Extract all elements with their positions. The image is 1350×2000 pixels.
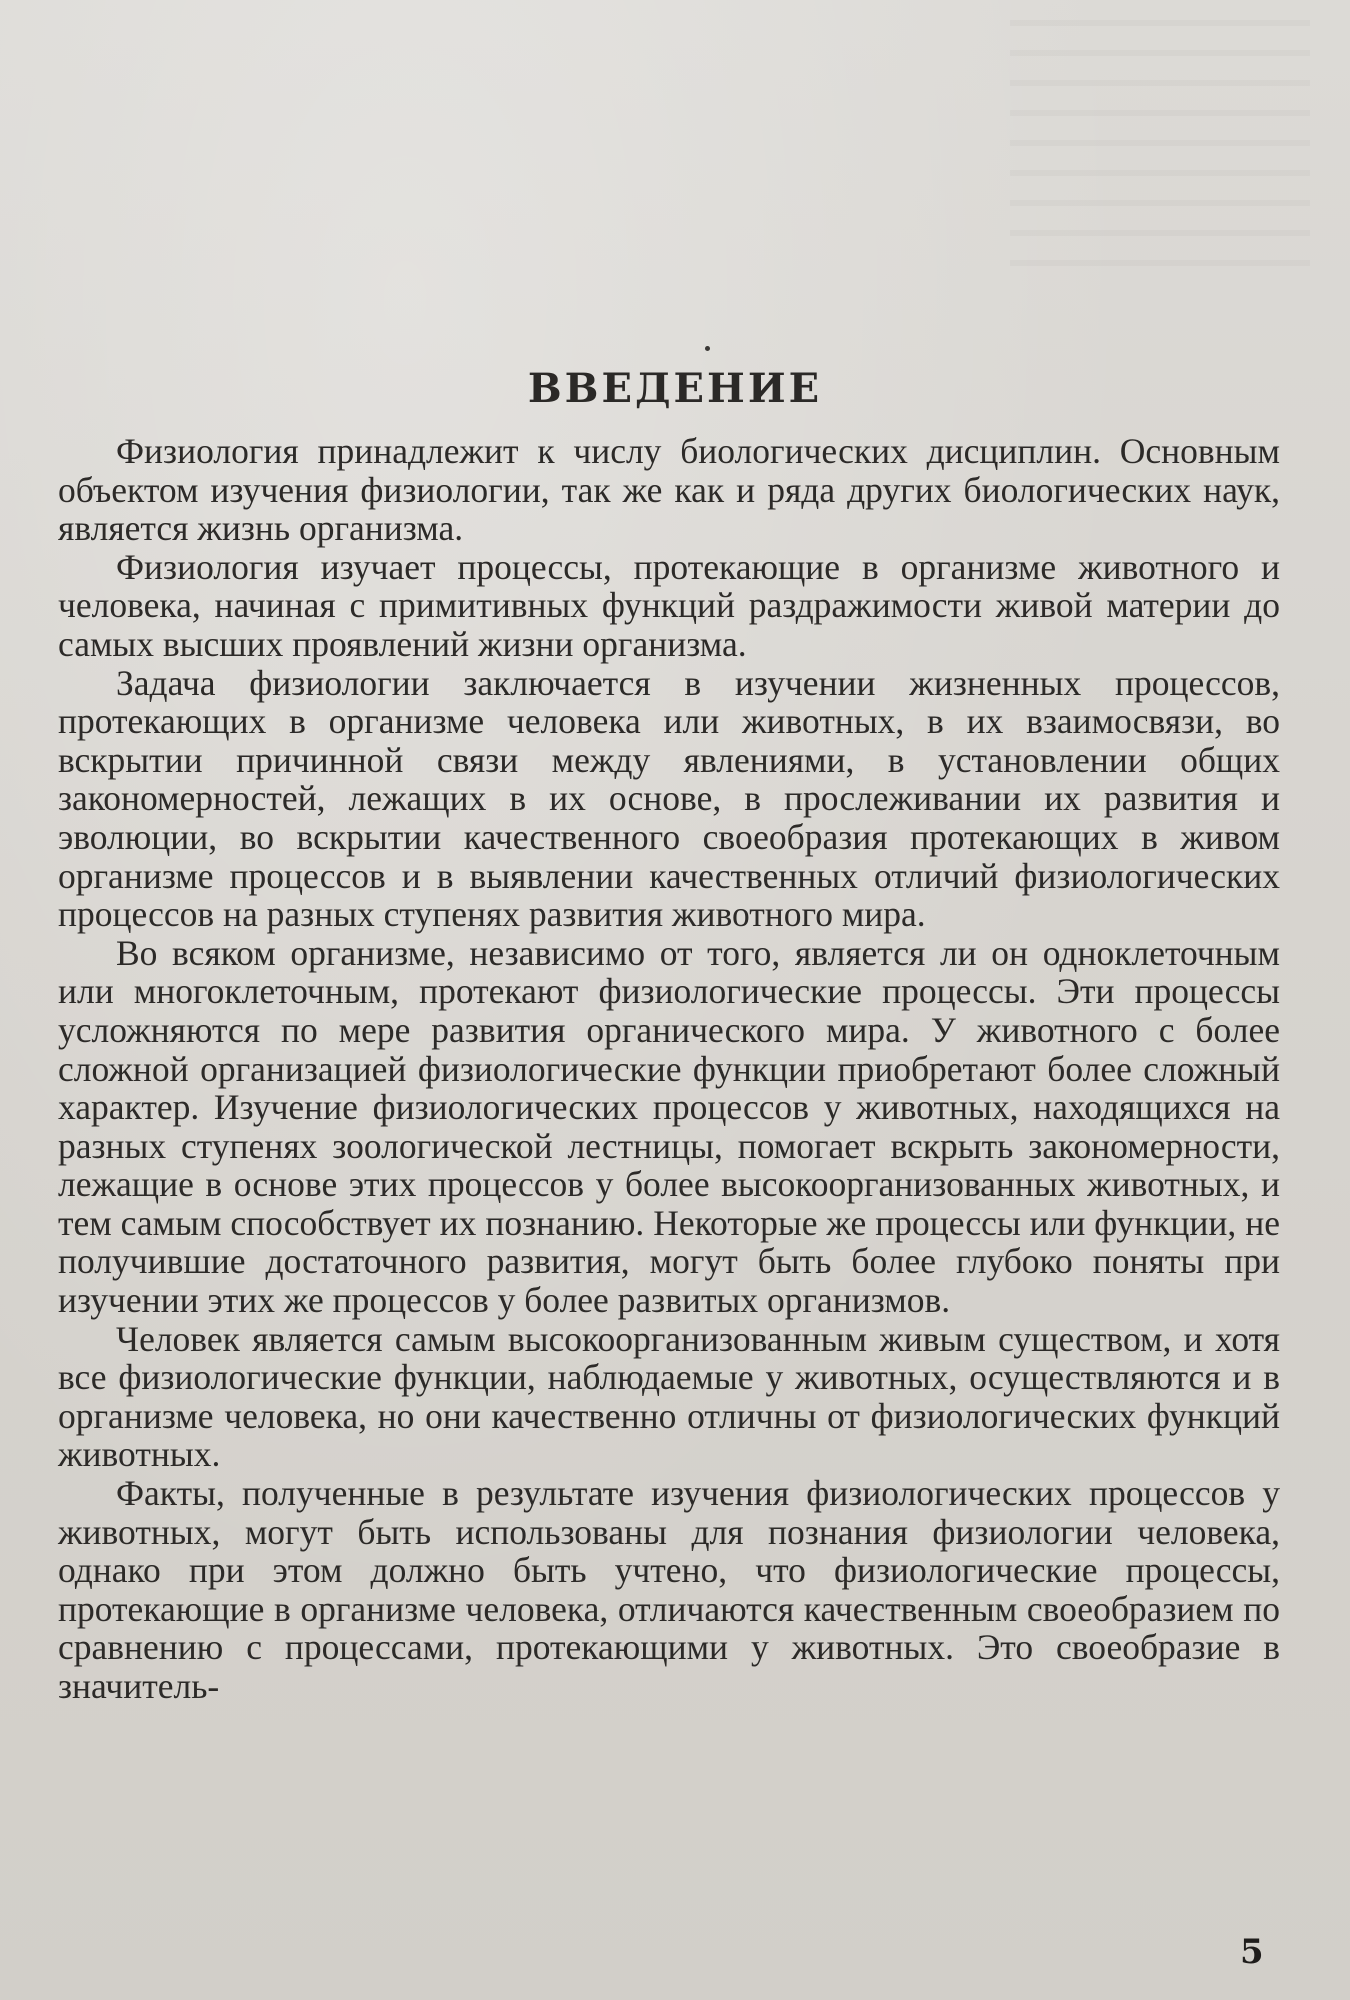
paragraph: Во всяком организме, независимо от того, является ли он одноклеточным или многоклеточным, протекают физиологические процессы. Эти процессы усложняются по мере развития органического мира. У животного с более сложной организацией физиологические функции приобретают более сложный характер. Изучение физиологических процессов у животных, находящихся на разных ступенях зоологической лестницы, помогает вскрыть закономерности, лежащие в основе этих процессов у более высокоорганизованных животных, и тем самым способствует их познанию. Некоторые же процессы или функции, не получившие достаточного развития, могут быть более глубоко поняты при изучении этих же процессов у более развитых организмов.: [58, 932, 1280, 1321]
print-speck: [705, 346, 710, 351]
paragraph: Физиология принадлежит к числу биологических дисциплин. Основным объектом изучения физиологии, так же как и ряда других биологических наук, является жизнь организма.: [58, 431, 1280, 549]
page-number: 5: [1240, 1932, 1264, 1972]
paragraph: Физиология изучает процессы, протекающие в организме животного и человека, начиная с примитивных функций раздражимости живой материи до самых высших проявлений жизни организма.: [58, 546, 1280, 664]
bleed-through-shadow: [1010, 20, 1310, 270]
paragraph: Человек является самым высокоорганизованным живым существом, и хотя все физиологические функции, наблюдаемые у животных, осуществляются и в организме человека, но они качественно отличны от физиологических функций животных.: [58, 1318, 1280, 1475]
chapter-title: ВВЕДЕНИЕ: [527, 365, 823, 412]
body-text: [58, 432, 1280, 1706]
paragraph: Факты, полученные в результате изучения физиологических процессов у животных, могут быть использованы для познания физиологии человека, однако при этом должно быть учтено, что физиологические процессы, протекающие в организме человека, отличаются качественным своеобразием по сравнению с процессами, протекающими у животных. Это своеобразие в значитель-: [58, 1473, 1280, 1706]
paragraph: Задача физиологии заключается в изучении жизненных процессов, протекающих в организме человека или животных, в их взаимосвязи, во вскрытии причинной связи между явлениями, в установлении общих закономерностей, лежащих в их основе, в прослеживании их развития и эволюции, во вскрытии качественного своеобразия протекающих в живом организме процессов и в выявлении качественных отличий физиологических процессов на разных ступенях развития животного мира.: [58, 662, 1280, 935]
